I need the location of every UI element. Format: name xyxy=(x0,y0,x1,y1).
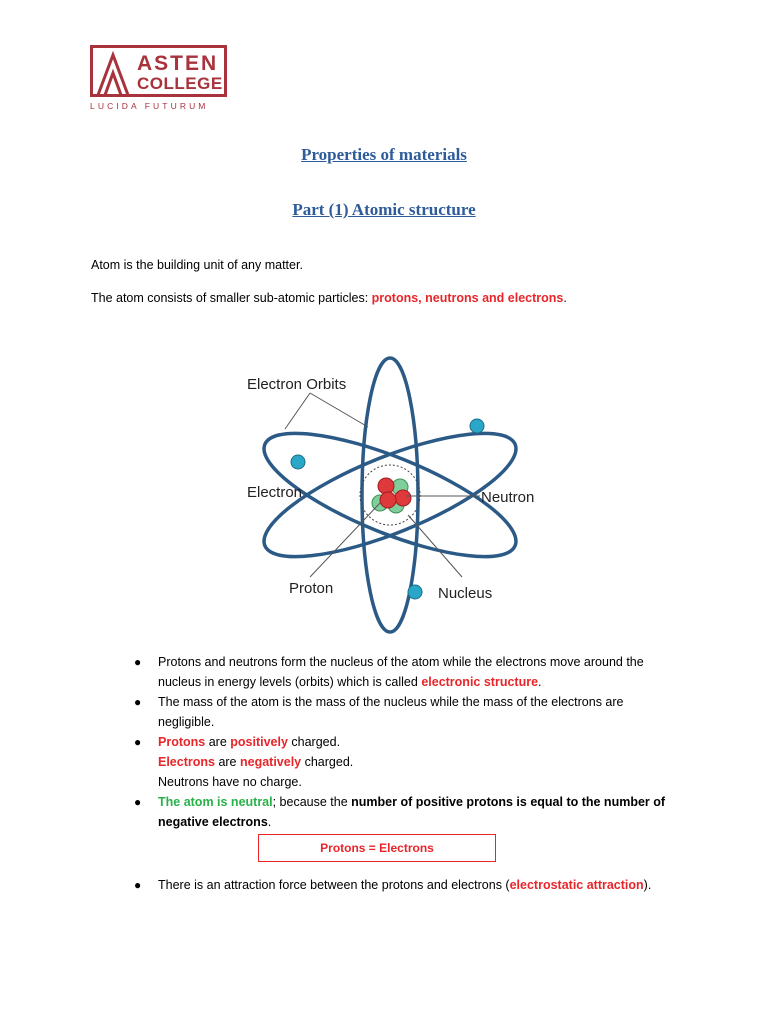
label-electron-orbits: Electron Orbits xyxy=(247,376,347,393)
are-text: are xyxy=(205,735,231,749)
bullet-1-text: nucleus in energy levels (orbits) which is called xyxy=(158,675,422,689)
list-item xyxy=(134,792,674,832)
bullet-3-line-2 xyxy=(158,752,674,772)
bullet-list xyxy=(134,652,674,832)
bullet-icon: ● xyxy=(134,795,142,809)
bullet-1-line-1: Protons and neutrons form the nucleus of the atom while the electrons move around the xyxy=(158,655,644,669)
leader-line-orbits xyxy=(285,393,368,429)
intro-particles-highlight: protons, neutrons and electrons xyxy=(371,291,564,305)
logo-frame xyxy=(90,45,227,97)
intro-line-2-text: The atom consists of smaller sub-atomic particles: xyxy=(91,291,372,305)
label-electron: Electron xyxy=(247,484,303,501)
list-item xyxy=(134,652,674,692)
charged-text: charged. xyxy=(287,735,341,749)
atom-diagram xyxy=(240,355,540,635)
page-title: Properties of materials xyxy=(301,145,467,164)
positively-highlight: positively xyxy=(230,735,288,749)
bullet-1-line-2 xyxy=(158,672,674,692)
bullet-icon: ● xyxy=(134,695,142,709)
bullet-4-text: ; because the xyxy=(272,795,352,809)
proton-particle xyxy=(378,478,394,494)
bullet-4-end: . xyxy=(267,815,272,829)
electronic-structure-highlight: electronic structure xyxy=(421,675,539,689)
leader-line-proton xyxy=(310,503,380,577)
equation-box: Protons = Electrons xyxy=(258,834,496,862)
intro-line-1: Atom is the building unit of any matter. xyxy=(91,258,303,272)
label-nucleus: Nucleus xyxy=(438,585,493,602)
bullet-2-line-2: negligible. xyxy=(158,715,215,729)
proton-particle xyxy=(380,492,396,508)
list-item xyxy=(134,692,674,732)
bullet-5-text: There is an attraction force between the protons and electrons ( xyxy=(158,878,510,892)
bullet-4-bold-2: negative electrons xyxy=(158,815,268,829)
electrostatic-highlight: electrostatic attraction xyxy=(509,878,644,892)
intro-line-2-end: . xyxy=(563,291,567,305)
bullet-3-line-3: Neutrons have no charge. xyxy=(158,775,302,789)
electron-particle xyxy=(408,585,422,599)
bullet-icon: ● xyxy=(134,735,142,749)
logo-tagline: LUCIDA FUTURUM xyxy=(90,101,209,111)
electron-particle xyxy=(470,419,484,433)
bullet-icon: ● xyxy=(134,655,142,669)
bullet-4-line-2 xyxy=(158,812,674,832)
list-item xyxy=(134,732,674,792)
electron-particle xyxy=(291,455,305,469)
negatively-highlight: negatively xyxy=(239,755,302,769)
section-heading: Part (1) Atomic structure xyxy=(292,200,476,219)
logo-word-college: COLLEGE xyxy=(137,74,223,93)
logo-word-asten: ASTEN xyxy=(137,52,219,75)
bullet-3-line-1 xyxy=(158,732,674,752)
electrons-highlight: Electrons xyxy=(158,755,215,769)
bullet-2-line-1: The mass of the atom is the mass of the nucleus while the mass of the electrons are xyxy=(158,695,624,709)
proton-particle xyxy=(395,490,411,506)
logo-a-mark-icon xyxy=(96,51,130,97)
neutral-highlight: The atom is neutral xyxy=(158,795,273,809)
bullet-5-line-1 xyxy=(158,875,718,895)
label-neutron: Neutron xyxy=(481,489,535,506)
bullet-icon: ● xyxy=(134,878,142,892)
intro-line-2 xyxy=(91,290,567,306)
protons-highlight: Protons xyxy=(158,735,206,749)
are-text: are xyxy=(214,755,240,769)
college-logo xyxy=(90,45,235,115)
bullet-4-line-1 xyxy=(158,792,674,812)
label-proton: Proton xyxy=(289,580,334,597)
bullet-5-end: ). xyxy=(643,878,652,892)
list-item xyxy=(134,875,718,895)
bullet-1-end: . xyxy=(538,675,542,689)
bullet-4-bold: number of positive protons is equal to the number of xyxy=(351,795,666,809)
charged-text: charged. xyxy=(301,755,354,769)
